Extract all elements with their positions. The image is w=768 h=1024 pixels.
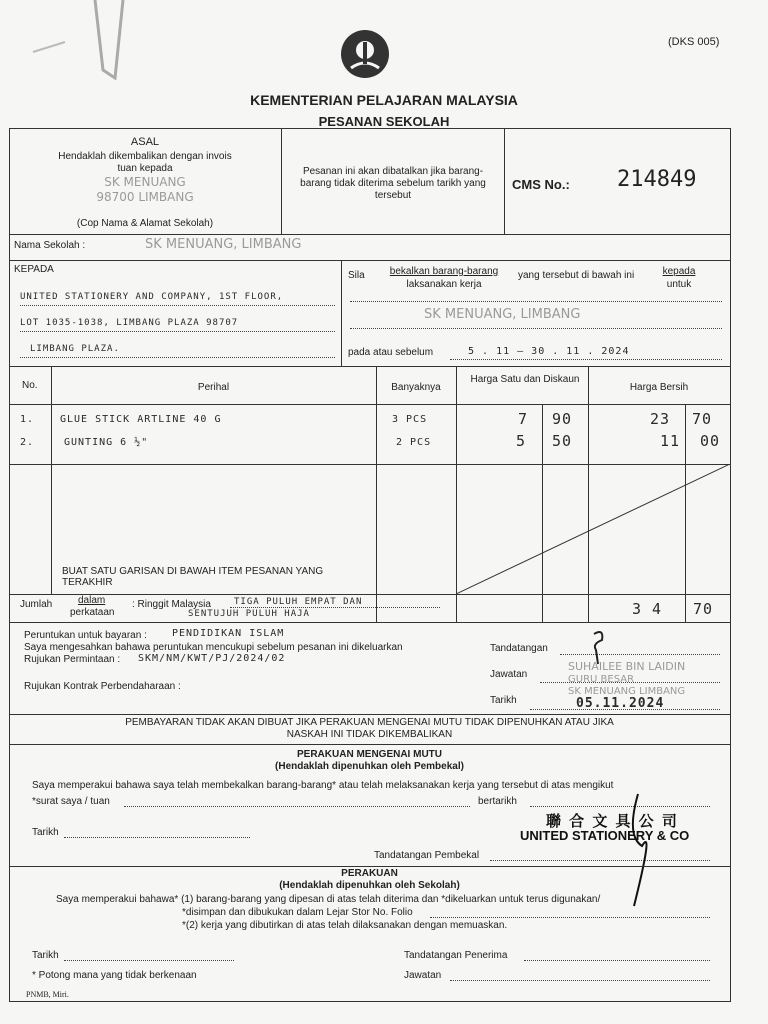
asal-line2: tuan kepada <box>117 163 173 174</box>
tandatangan-penerima-label: Tandatangan Penerima <box>404 950 508 961</box>
supplier-line1: UNITED STATIONERY AND COMPANY, 1ST FLOOR, <box>20 292 284 302</box>
perakuan-line1: Saya memperakui bahawa* (1) barang-barang yang dipesan di atas telah diterima dan *dikeluarkan untuk terus digunakan/ <box>56 894 601 905</box>
school-stamp-name: SK MENUANG <box>104 175 186 189</box>
officer-title-stamp: GURU BESAR <box>568 674 635 685</box>
peruntukan-value: PENDIDIKAN ISLAM <box>172 628 285 639</box>
before-date: 5 . 11 — 30 . 11 . 2024 <box>468 346 630 357</box>
dalam-label: dalam <box>78 595 106 606</box>
total-rm: 3 4 <box>632 600 663 618</box>
last-item-note: BUAT SATU GARISAN DI BAWAH ITEM PESANAN YANG TERAKHIR <box>62 566 324 588</box>
form-code: (DKS 005) <box>668 36 720 48</box>
staple-mark <box>15 0 125 80</box>
ministry-title: KEMENTERIAN PELAJARAN MALAYSIA <box>250 92 518 108</box>
total-sen: 70 <box>693 600 714 618</box>
school-stamp-address: 98700 LIMBANG <box>96 190 194 204</box>
row-qty: 3 PCS <box>392 414 428 425</box>
mutu-title: PERAKUAN MENGENAI MUTU <box>297 749 442 760</box>
row-no: 2. <box>20 437 35 448</box>
mutu-statement: Saya memperakui bahawa saya telah membekalkan barang-barang* atau telah melaksanakan kerja yang tersebut di atas mengikut <box>32 780 614 791</box>
amount-words-1: TIGA PULUH EMPAT DAN <box>234 597 363 607</box>
rujukan-value: SKM/NM/KWT/PJ/2024/02 <box>138 653 286 664</box>
cms-label: CMS No.: <box>512 177 570 192</box>
supplier-stamp-chinese: 聯 合 文 具 公 司 <box>546 813 679 830</box>
perakuan-line3: *(2) kerja yang dibutirkan di atas telah dilaksanakan dengan memuaskan. <box>182 920 508 931</box>
signed-date: 05.11.2024 <box>576 696 665 711</box>
amount-words-2: SENTUJUH PULUH HAJA <box>188 609 310 619</box>
row-net-sen: 00 <box>700 432 721 450</box>
supplier-line3: LIMBANG PLAZA. <box>30 344 120 354</box>
row-item: GUNTING 6 ½" <box>64 437 149 448</box>
perakuan-jawatan-label: Jawatan <box>404 970 442 981</box>
kontrak-label: Rujukan Kontrak Perbendaharaan : <box>24 681 181 692</box>
sila-middle-text: yang tersebut di bawah ini <box>518 270 635 281</box>
asal-title: ASAL <box>130 136 160 148</box>
mengesahkan-text: Saya mengesahkan bahawa peruntukan mencukupi sebelum pesanan ini dikeluarkan <box>24 642 403 653</box>
sila-option-supply: bekalkan barang-barang <box>389 266 499 277</box>
warning-line1: PEMBAYARAN TIDAK AKAN DIBUAT JIKA PERAKUAN MENGENAI MUTU TIDAK DIPENUHKAN ATAU JIKA <box>125 717 614 728</box>
row-unit-rm: 5 <box>516 432 527 450</box>
rujukan-label: Rujukan Permintaan : <box>24 654 121 665</box>
printer-footer: PNMB, Miri. <box>26 990 69 999</box>
surat-label: *surat saya / tuan <box>32 796 110 807</box>
perakuan-subtitle: (Hendaklah dipenuhkan oleh Sekolah) <box>279 880 460 891</box>
supplier-line2: LOT 1035-1038, LIMBANG PLAZA 98707 <box>20 318 239 328</box>
row-qty: 2 PCS <box>396 437 432 448</box>
perakuan-title: PERAKUAN <box>341 868 398 879</box>
row-item: GLUE STICK ARTLINE 40 G <box>60 414 222 425</box>
mutu-tarikh-label: Tarikh <box>32 827 59 838</box>
cop-label: (Cop Nama & Alamat Sekolah) <box>76 218 214 229</box>
warning-line2: NASKAH INI TIDAK DIKEMBALIKAN <box>286 729 453 740</box>
sila-label: Sila <box>348 270 365 281</box>
tandatangan-label: Tandatangan <box>490 643 548 654</box>
perakuan-tarikh-label: Tarikh <box>32 950 59 961</box>
school-label: Nama Sekolah : <box>14 240 86 251</box>
bertarikh-label: bertarikh <box>478 796 517 807</box>
ringgit-label: : Ringgit Malaysia <box>132 599 211 610</box>
perakuan-line2: *disimpan dan dibukukan dalam Lejar Stor No. Folio <box>182 907 413 918</box>
row-unit-sen: 50 <box>552 432 573 450</box>
sila-option-kepada: kepada <box>662 266 696 277</box>
form-title: PESANAN SEKOLAH <box>318 114 450 129</box>
tandatangan-pembekal-label: Tandatangan Pembekal <box>374 850 480 861</box>
sila-option-untuk: untuk <box>666 279 692 290</box>
perkataan-label: perkataan <box>70 607 115 618</box>
ministry-crest-icon <box>335 28 395 84</box>
cancel-diagonal <box>456 464 730 594</box>
cancel-note: Pesanan ini akan dibatalkan jika barang-barang tidak diterima sebelum tarikh yang tersebut <box>300 166 486 201</box>
jawatan-label: Jawatan <box>490 669 528 680</box>
supplier-stamp-english: UNITED STATIONERY & CO <box>520 828 690 843</box>
kepada-label: KEPADA <box>14 264 54 275</box>
tarikh-label: Tarikh <box>490 695 517 706</box>
sila-option-work: laksanakan kerja <box>406 279 482 290</box>
col-no-header: No. <box>22 380 38 391</box>
row-no: 1. <box>20 414 35 425</box>
delivery-stamp: SK MENUANG, LIMBANG <box>424 307 581 322</box>
before-label: pada atau sebelum <box>348 347 434 358</box>
potong-note: * Potong mana yang tidak berkenaan <box>32 970 197 981</box>
school-name: SK MENUANG, LIMBANG <box>145 237 302 252</box>
officer-school-stamp: SK MENUANG LIMBANG <box>568 686 686 697</box>
cms-number: 214849 <box>617 167 697 192</box>
row-net-sen: 70 <box>692 410 713 428</box>
supplier-signature-mark <box>620 786 670 916</box>
peruntukan-label: Peruntukan untuk bayaran : <box>24 630 147 641</box>
officer-name-stamp: SUHAILEE BIN LAIDIN <box>568 660 686 673</box>
row-net-rm: 23 <box>650 410 671 428</box>
row-unit-rm: 7 <box>518 410 529 428</box>
col-banyaknya-header: Banyaknya <box>391 382 441 393</box>
asal-line1: Hendaklah dikembalikan dengan invois <box>58 151 232 162</box>
col-harga-bersih-header: Harga Bersih <box>629 382 689 393</box>
col-harga-satu-header: Harga Satu dan Diskaun <box>470 374 580 385</box>
row-net-rm: 11 <box>660 432 681 450</box>
mutu-subtitle: (Hendaklah dipenuhkan oleh Pembekal) <box>275 761 464 772</box>
col-perihal-header: Perihal <box>197 382 230 393</box>
jumlah-label: Jumlah <box>20 599 53 610</box>
row-unit-sen: 90 <box>552 410 573 428</box>
